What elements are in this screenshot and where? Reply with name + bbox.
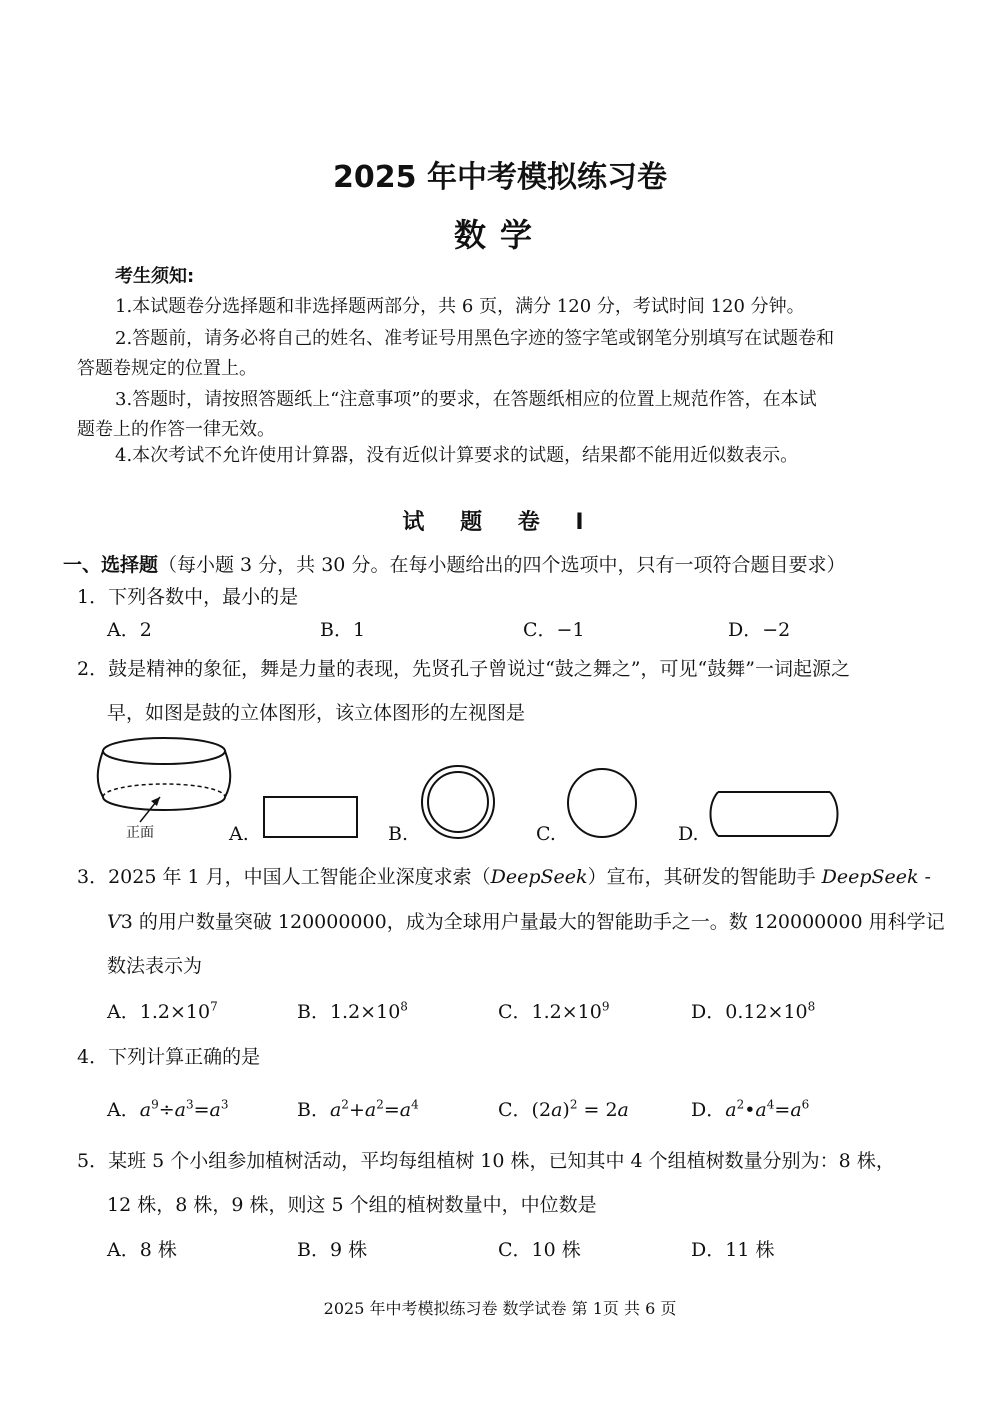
q1-stem: [77, 582, 298, 609]
q2-stem-line2: 早，如图是鼓的立体图形，该立体图形的左视图是: [107, 702, 526, 724]
q1-number: 1．: [77, 586, 109, 608]
q2-number: 2．: [77, 658, 109, 680]
part1-label: 一、选择题: [63, 554, 159, 576]
notice-item-2: 2.答题前，请务必将自己的姓名、准考证号用黑色字迹的签字笔或钢笔分别填写在试题卷和: [115, 328, 835, 349]
q4-option-b-label: B．: [297, 1099, 330, 1121]
q5-text-1: 某班 5 个小组参加植树活动，平均每组植树 10 株，已知其中 4 个组植树数量分别为：8 株，: [108, 1150, 895, 1172]
part1-desc: （每小题 3 分，共 30 分。在每小题给出的四个选项中，只有一项符合题目要求）: [158, 554, 846, 576]
page-footer: 2025 年中考模拟练习卷 数学试卷 第 1页 共 6 页: [323, 1299, 677, 1318]
q5-option-c: C．10 株: [498, 1239, 581, 1261]
part1-header: [63, 550, 845, 577]
q2-stem-line1: [77, 654, 850, 681]
q3-option-b: [297, 997, 408, 1024]
q3-option-b-exponent: 8: [400, 999, 408, 1014]
q3-text-1c: ）宣布，其研发的智能助手: [587, 866, 822, 888]
q4-number: 4．: [77, 1046, 109, 1068]
q3-text-1d: DeepSeek -: [821, 866, 931, 888]
notice-heading: 考生须知:: [115, 266, 195, 287]
q1-option-d: D．−2: [728, 619, 791, 641]
q3-stem-line3: 数法表示为: [107, 955, 203, 977]
q1-option-c: C．−1: [523, 619, 585, 641]
q3-text-2b: 3 的用户数量突破 120000000，成为全球用户量最大的智能助手之一。数 120000000 用科学记: [120, 911, 945, 933]
option-c-circle: [568, 769, 636, 837]
q5-option-a: A．8 株: [107, 1239, 177, 1261]
drum-figure: [98, 738, 231, 822]
q3-number: 3．: [77, 866, 109, 888]
q4-option-d-label: D．: [691, 1099, 726, 1121]
q3-text-2a: V: [107, 911, 121, 933]
notice-item-1: 1.本试题卷分选择题和非选择题两部分，共 6 页，满分 120 分，考试时间 120 分钟。: [115, 296, 805, 317]
q5-stem-line2: 12 株，8 株，9 株，则这 5 个组的植树数量中，中位数是: [107, 1194, 597, 1216]
q4-option-c-label: C．: [498, 1099, 532, 1121]
q3-option-a-mantissa: 1.2×10: [139, 1001, 211, 1023]
q2-text-1: 鼓是精神的象征，舞是力量的表现，先贤孔子曾说过“鼓之舞之”，可见“鼓舞”一词起源之: [108, 658, 850, 680]
q4-option-a: A．$a^9\div a^3=a^3$: [107, 1097, 229, 1121]
notice-item-2-cont: 答题卷规定的位置上。: [77, 358, 257, 379]
q2-option-d-label: D.: [678, 823, 699, 845]
q1-option-b: B．1: [320, 619, 366, 641]
q3-option-a-exponent: 7: [210, 999, 218, 1014]
q3-option-c-exponent: 9: [601, 999, 610, 1014]
q4-stem: [77, 1042, 260, 1069]
q3-option-a-label: A．: [107, 1001, 140, 1023]
q3-stem-line1: [77, 862, 931, 889]
drum-front-label: 正面: [126, 825, 154, 841]
option-b-double-circle: [422, 766, 494, 838]
q3-option-d-label: D．: [691, 1001, 726, 1023]
q5-stem-line1: [77, 1146, 895, 1173]
notice-item-3-cont: 题卷上的作答一律无效。: [77, 419, 275, 440]
q4-option-a-label: A．: [107, 1099, 140, 1121]
q5-option-b: B．9 株: [297, 1239, 368, 1261]
q1-option-a: A．2: [107, 619, 152, 641]
q4-option-c: C．$(2a)^2 = 2a$: [498, 1097, 629, 1121]
option-a-rectangle: [264, 797, 357, 837]
q3-option-b-label: B．: [297, 1001, 330, 1023]
q3-stem-line2: [107, 907, 945, 934]
q3-option-d-exponent: 8: [807, 999, 816, 1014]
option-d-barrel: [711, 792, 838, 836]
notice-item-4: 4.本次考试不允许使用计算器，没有近似计算要求的试题，结果都不能用近似数表示。: [115, 445, 799, 466]
q3-option-b-mantissa: 1.2×10: [329, 1001, 401, 1023]
q2-option-a-label: A.: [229, 823, 249, 845]
subject-title: 数学: [453, 216, 546, 254]
q3-option-d: [691, 997, 815, 1024]
q1-text: 下列各数中，最小的是: [108, 586, 299, 608]
q3-option-d-mantissa: 0.12×10: [725, 1001, 808, 1023]
q3-text-1a: 2025 年 1 月，中国人工智能企业深度求索（: [108, 866, 491, 888]
q3-text-1b: DeepSeek: [490, 866, 588, 888]
q3-option-c: [498, 997, 610, 1024]
notice-item-3: 3.答题时，请按照答题纸上“注意事项”的要求，在答题纸相应的位置上规范作答，在本试: [115, 389, 817, 410]
q2-option-c-label: C.: [536, 823, 556, 845]
q5-option-d: D．11 株: [691, 1239, 775, 1261]
q5-number: 5．: [77, 1150, 109, 1172]
q4-text: 下列计算正确的是: [108, 1046, 261, 1068]
q3-option-c-mantissa: 1.2×10: [531, 1001, 602, 1023]
q4-option-d: D．$a^2•a^4=a^6$: [691, 1097, 810, 1121]
q4-option-b: B．$a^2+a^2=a^4$: [297, 1097, 419, 1121]
q3-option-a: [107, 997, 218, 1024]
q2-option-b-label: B.: [388, 823, 409, 845]
exam-title: 2025 年中考模拟练习卷: [333, 160, 667, 195]
q3-option-c-label: C．: [498, 1001, 532, 1023]
section-heading: 试 题 卷 I: [402, 510, 598, 535]
